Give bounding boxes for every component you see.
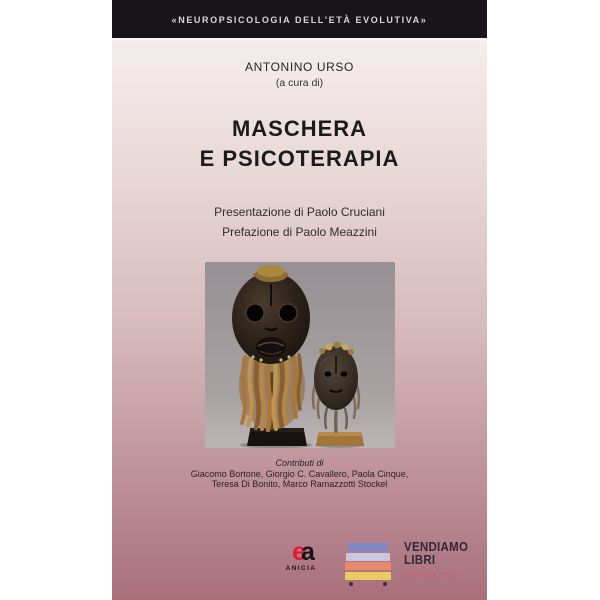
series-banner: «NEUROPSICOLOGIA DELL'ETÀ EVOLUTIVA» [112,0,487,38]
contributors-line-1: Giacomo Bortone, Giorgio C. Cavallero, Paola Cinque, [190,469,409,479]
book-stripe-lavender [346,553,390,561]
contributors-line-2: Teresa Di Bonito, Marco Ramazzotti Stockel [211,479,388,489]
anicia-ea-monogram [279,540,323,565]
preface-credit: Prefazione di Paolo Meazzini [222,225,377,239]
book-stack-icon [343,543,393,586]
book-cover [112,0,487,600]
vendiamo-line-1: VENDIAMO [404,540,469,554]
author-name: ANTONINO URSO [245,60,354,74]
vendiamo-tagline: DI TUTTI A TUTTI [404,573,459,579]
book-stripe-salmon [345,562,391,570]
cart-wheel-left [349,582,353,586]
anicia-e: e [292,538,301,566]
title-line-1: MASCHERA [231,116,368,141]
anicia-a: a [301,538,310,566]
vendiamo-line-2: LIBRI [404,553,436,567]
cart-wheels-icon [349,582,387,586]
book-title [112,114,487,174]
anicia-wordmark: ANICIA [285,565,317,572]
presentation-credit: Presentazione di Paolo Cruciani [214,205,385,219]
vendiamo-wordmark [404,541,474,579]
masks-photo [205,262,395,448]
book-stripe-yellow [345,572,391,580]
banner-divider [112,38,487,41]
title-line-2: E PSICOTERAPIA [199,146,400,171]
contributors-heading: Contributi di [275,458,324,468]
book-stripe-blue [348,543,388,551]
curator-note: (a cura di) [275,77,324,89]
cart-wheel-right [383,582,387,586]
anicia-logo [279,540,323,573]
